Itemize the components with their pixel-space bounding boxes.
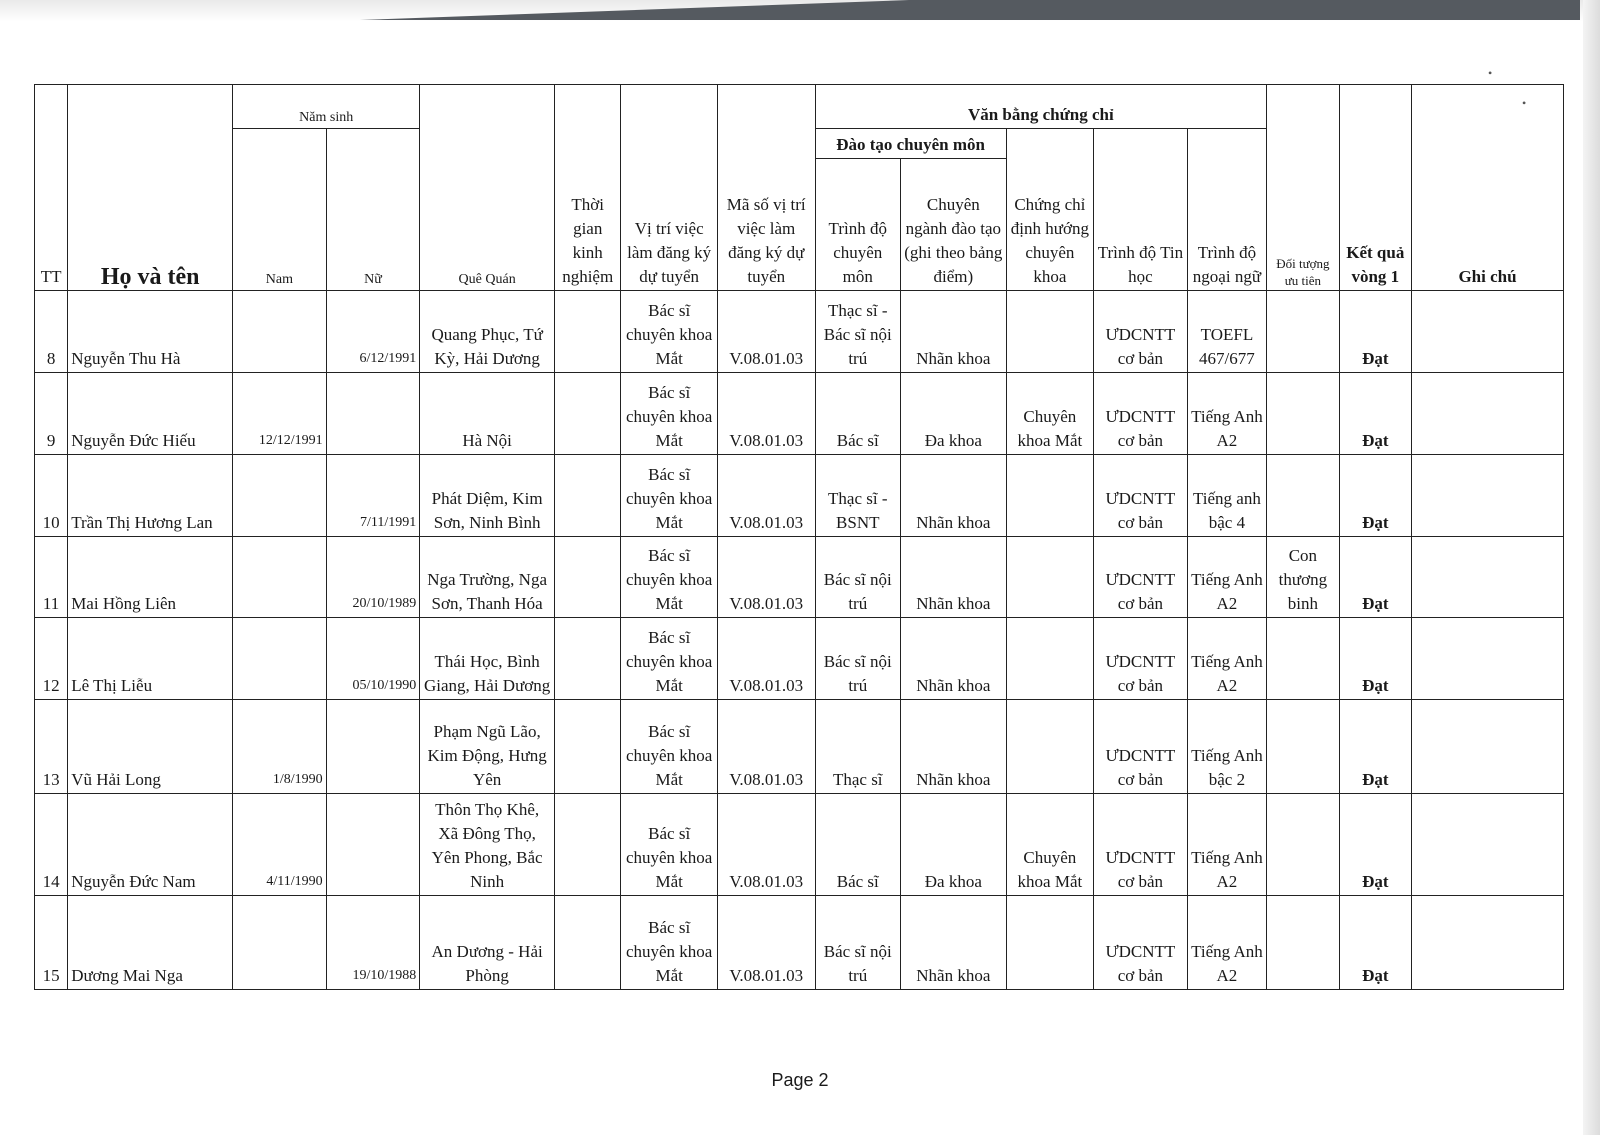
cell-it: ƯDCNTT cơ bản <box>1094 618 1188 700</box>
cell-lang: Tiếng anh bậc 4 <box>1187 454 1267 536</box>
cell-cert <box>1006 700 1094 794</box>
cell-cert <box>1006 536 1094 618</box>
cell-name: Vũ Hải Long <box>68 700 233 794</box>
scan-speck: • <box>1488 66 1493 80</box>
header-male: Nam <box>233 129 327 291</box>
cell-cert: Chuyên khoa Mắt <box>1006 794 1094 895</box>
cell-hometown: Phát Diệm, Kim Sơn, Ninh Bình <box>420 454 555 536</box>
cell-name: Dương Mai Nga <box>68 895 233 989</box>
header-result: Kết quả vòng 1 <box>1339 85 1411 291</box>
cell-it: ƯDCNTT cơ bản <box>1094 536 1188 618</box>
cell-code: V.08.01.03 <box>717 794 815 895</box>
cell-position: Bác sĩ chuyên khoa Mắt <box>621 536 718 618</box>
cell-position: Bác sĩ chuyên khoa Mắt <box>621 895 718 989</box>
cell-hometown: Thôn Thọ Khê, Xã Đông Thọ, Yên Phong, Bắc Ninh <box>420 794 555 895</box>
cell-hometown: Nga Trường, Nga Sơn, Thanh Hóa <box>420 536 555 618</box>
cell-name: Nguyễn Đức Hiếu <box>68 372 233 454</box>
cell-priority <box>1267 700 1339 794</box>
cell-it: ƯDCNTT cơ bản <box>1094 291 1188 373</box>
cell-hometown: Quang Phục, Tứ Kỳ, Hải Dương <box>420 291 555 373</box>
cell-male <box>233 291 327 373</box>
table-row <box>35 454 1564 536</box>
cell-priority: Con thương binh <box>1267 536 1339 618</box>
cell-priority <box>1267 895 1339 989</box>
cell-female <box>326 700 420 794</box>
cell-experience <box>555 372 621 454</box>
cell-experience <box>555 618 621 700</box>
cell-major: Đa khoa <box>901 372 1007 454</box>
cell-result: Đạt <box>1339 536 1411 618</box>
cell-hometown: Thái Học, Bình Giang, Hải Dương <box>420 618 555 700</box>
cell-hometown: Hà Nội <box>420 372 555 454</box>
cell-priority <box>1267 618 1339 700</box>
table-row <box>35 536 1564 618</box>
cell-tt: 13 <box>35 700 68 794</box>
header-foreign-language: Trình độ ngoại ngữ <box>1187 129 1267 291</box>
cell-cert <box>1006 618 1094 700</box>
cell-note <box>1412 291 1564 373</box>
cell-result: Đạt <box>1339 895 1411 989</box>
cell-cert <box>1006 454 1094 536</box>
cell-experience <box>555 895 621 989</box>
cell-level: Bác sĩ <box>815 372 901 454</box>
cell-note <box>1412 700 1564 794</box>
cell-female: 6/12/1991 <box>326 291 420 373</box>
candidate-table <box>34 84 1564 990</box>
page-number: Page 2 <box>771 1070 829 1090</box>
cell-female: 7/11/1991 <box>326 454 420 536</box>
header-experience: Thời gian kinh nghiệm <box>555 85 621 291</box>
header-row <box>35 85 1564 129</box>
cell-lang: Tiếng Anh A2 <box>1187 895 1267 989</box>
table-row <box>35 794 1564 895</box>
cell-note <box>1412 454 1564 536</box>
header-position-code: Mã số vị trí việc làm đăng ký dự tuyển <box>717 85 815 291</box>
cell-lang: Tiếng Anh A2 <box>1187 618 1267 700</box>
cell-lang: TOEFL 467/677 <box>1187 291 1267 373</box>
cell-male <box>233 618 327 700</box>
cell-cert: Chuyên khoa Mắt <box>1006 372 1094 454</box>
scan-shadow-right <box>1583 0 1600 1135</box>
cell-level: Bác sĩ nội trú <box>815 618 901 700</box>
cell-code: V.08.01.03 <box>717 454 815 536</box>
cell-cert <box>1006 291 1094 373</box>
table-row <box>35 618 1564 700</box>
cell-name: Nguyễn Thu Hà <box>68 291 233 373</box>
cell-cert <box>1006 895 1094 989</box>
cell-level: Bác sĩ nội trú <box>815 895 901 989</box>
cell-it: ƯDCNTT cơ bản <box>1094 794 1188 895</box>
table-row <box>35 895 1564 989</box>
cell-name: Nguyễn Đức Nam <box>68 794 233 895</box>
header-position: Vị trí việc làm đăng ký dự tuyển <box>621 85 718 291</box>
cell-tt: 9 <box>35 372 68 454</box>
cell-male <box>233 454 327 536</box>
cell-name: Mai Hồng Liên <box>68 536 233 618</box>
header-birth-year: Năm sinh <box>233 85 420 129</box>
cell-level: Bác sĩ nội trú <box>815 536 901 618</box>
cell-code: V.08.01.03 <box>717 895 815 989</box>
cell-priority <box>1267 454 1339 536</box>
cell-note <box>1412 536 1564 618</box>
cell-note <box>1412 794 1564 895</box>
cell-major: Nhãn khoa <box>901 618 1007 700</box>
cell-major: Nhãn khoa <box>901 536 1007 618</box>
cell-position: Bác sĩ chuyên khoa Mắt <box>621 454 718 536</box>
cell-tt: 8 <box>35 291 68 373</box>
cell-it: ƯDCNTT cơ bản <box>1094 700 1188 794</box>
scan-speck: • <box>1522 96 1527 110</box>
cell-name: Lê Thị Liễu <box>68 618 233 700</box>
cell-name: Trần Thị Hương Lan <box>68 454 233 536</box>
cell-it: ƯDCNTT cơ bản <box>1094 372 1188 454</box>
cell-major: Nhãn khoa <box>901 454 1007 536</box>
cell-result: Đạt <box>1339 700 1411 794</box>
cell-result: Đạt <box>1339 291 1411 373</box>
cell-major: Nhãn khoa <box>901 895 1007 989</box>
cell-result: Đạt <box>1339 454 1411 536</box>
cell-priority <box>1267 372 1339 454</box>
cell-result: Đạt <box>1339 618 1411 700</box>
header-priority: Đối tượng ưu tiên <box>1267 85 1339 291</box>
cell-experience <box>555 291 621 373</box>
header-professional-level: Trình độ chuyên môn <box>815 159 901 291</box>
table-row <box>35 372 1564 454</box>
header-name: Họ và tên <box>68 85 233 291</box>
header-it-level: Trình độ Tin học <box>1094 129 1188 291</box>
cell-level: Thạc sĩ - BSNT <box>815 454 901 536</box>
header-female: Nữ <box>326 129 420 291</box>
cell-position: Bác sĩ chuyên khoa Mắt <box>621 372 718 454</box>
cell-lang: Tiếng Anh A2 <box>1187 536 1267 618</box>
cell-code: V.08.01.03 <box>717 618 815 700</box>
header-major: Chuyên ngành đào tạo (ghi theo bảng điểm) <box>901 159 1007 291</box>
cell-lang: Tiếng Anh A2 <box>1187 794 1267 895</box>
cell-major: Đa khoa <box>901 794 1007 895</box>
cell-it: ƯDCNTT cơ bản <box>1094 454 1188 536</box>
header-professional-training: Đào tạo chuyên môn <box>815 129 1006 159</box>
cell-tt: 11 <box>35 536 68 618</box>
cell-male: 12/12/1991 <box>233 372 327 454</box>
cell-female: 05/10/1990 <box>326 618 420 700</box>
cell-priority <box>1267 794 1339 895</box>
cell-result: Đạt <box>1339 372 1411 454</box>
cell-experience <box>555 454 621 536</box>
cell-level: Thạc sĩ <box>815 700 901 794</box>
cell-male <box>233 536 327 618</box>
cell-female <box>326 372 420 454</box>
cell-code: V.08.01.03 <box>717 700 815 794</box>
cell-experience <box>555 536 621 618</box>
cell-position: Bác sĩ chuyên khoa Mắt <box>621 291 718 373</box>
cell-tt: 15 <box>35 895 68 989</box>
cell-tt: 14 <box>35 794 68 895</box>
cell-experience <box>555 700 621 794</box>
cell-male: 4/11/1990 <box>233 794 327 895</box>
cell-note <box>1412 618 1564 700</box>
cell-tt: 12 <box>35 618 68 700</box>
cell-lang: Tiếng Anh bậc 2 <box>1187 700 1267 794</box>
header-tt: TT <box>35 85 68 291</box>
cell-tt: 10 <box>35 454 68 536</box>
cell-major: Nhãn khoa <box>901 700 1007 794</box>
cell-position: Bác sĩ chuyên khoa Mắt <box>621 794 718 895</box>
cell-note <box>1412 372 1564 454</box>
cell-male <box>233 895 327 989</box>
cell-level: Thạc sĩ - Bác sĩ nội trú <box>815 291 901 373</box>
cell-priority <box>1267 291 1339 373</box>
cell-code: V.08.01.03 <box>717 291 815 373</box>
cell-code: V.08.01.03 <box>717 372 815 454</box>
header-specialty-cert: Chứng chỉ định hướng chuyên khoa <box>1006 129 1094 291</box>
cell-result: Đạt <box>1339 794 1411 895</box>
cell-major: Nhãn khoa <box>901 291 1007 373</box>
cell-male: 1/8/1990 <box>233 700 327 794</box>
cell-it: ƯDCNTT cơ bản <box>1094 895 1188 989</box>
cell-position: Bác sĩ chuyên khoa Mắt <box>621 700 718 794</box>
header-notes: Ghi chú <box>1412 85 1564 291</box>
header-qualifications: Văn bằng chứng chỉ <box>815 85 1267 129</box>
cell-experience <box>555 794 621 895</box>
cell-hometown: Phạm Ngũ Lão, Kim Động, Hưng Yên <box>420 700 555 794</box>
cell-female <box>326 794 420 895</box>
cell-note <box>1412 895 1564 989</box>
cell-female: 20/10/1989 <box>326 536 420 618</box>
header-hometown: Quê Quán <box>420 85 555 291</box>
cell-position: Bác sĩ chuyên khoa Mắt <box>621 618 718 700</box>
cell-level: Bác sĩ <box>815 794 901 895</box>
table-row <box>35 291 1564 373</box>
cell-hometown: An Dương - Hải Phòng <box>420 895 555 989</box>
table-row <box>35 700 1564 794</box>
cell-code: V.08.01.03 <box>717 536 815 618</box>
cell-lang: Tiếng Anh A2 <box>1187 372 1267 454</box>
cell-female: 19/10/1988 <box>326 895 420 989</box>
